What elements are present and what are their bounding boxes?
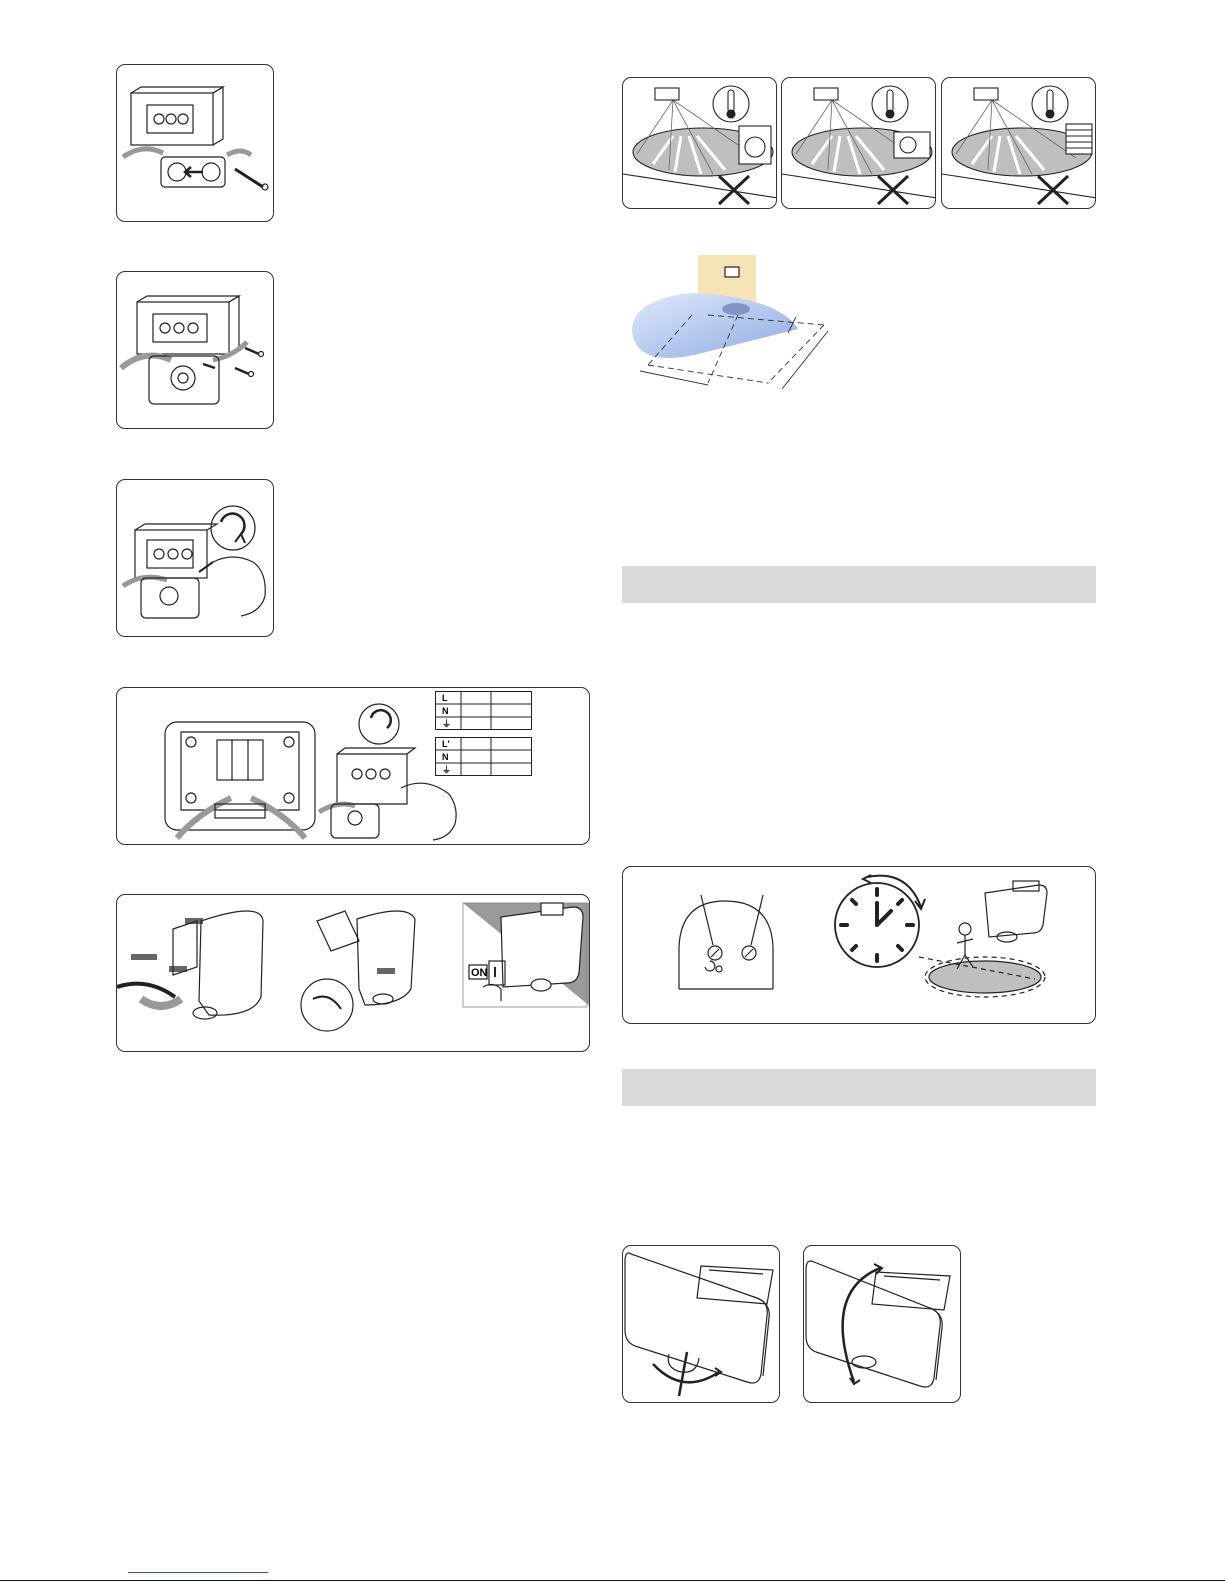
settings-timer-panel	[622, 866, 1096, 1024]
section-heading-bar-2	[622, 1069, 1096, 1106]
wiring-label-l: L	[442, 693, 448, 703]
switch-on-label: ON	[471, 967, 488, 979]
adjust-horizontal-panel	[622, 1245, 780, 1403]
wiring-label-earth-2: ⏚	[442, 765, 452, 775]
wiring-label-n: N	[442, 706, 449, 716]
wiring-label-earth: ⏚	[442, 719, 452, 729]
step-panel-mounting	[116, 894, 590, 1052]
washing-machine-interference-illustration	[623, 78, 777, 209]
footer-link-underline[interactable]	[128, 1572, 268, 1573]
wiring-label-n-2: N	[442, 752, 449, 762]
step-panel-screws	[116, 271, 274, 429]
tighten-illustration	[117, 480, 274, 637]
air-conditioner-interference-illustration	[782, 78, 936, 209]
wiring-table	[435, 691, 533, 779]
settings-timer-illustration	[623, 867, 1096, 1024]
interference-panel-washing-machine	[622, 77, 777, 209]
interference-panel-air-conditioner	[781, 77, 936, 209]
cable-gland-illustration	[117, 65, 274, 222]
heater-interference-illustration	[942, 78, 1096, 209]
footer-rule	[0, 1580, 1225, 1581]
section-heading-bar	[622, 566, 1096, 603]
horizontal-rotation-illustration	[623, 1246, 780, 1403]
step-panel-cable-gland	[116, 64, 274, 222]
wiring-label-l-prime: L'	[442, 739, 450, 749]
vertical-tilt-illustration	[804, 1246, 961, 1403]
step-panel-wiring	[116, 687, 590, 845]
interference-panel-heater	[941, 77, 1096, 209]
mounting-illustration	[117, 895, 590, 1052]
detection-area-diagram	[628, 255, 834, 391]
step-panel-tighten	[116, 479, 274, 637]
screws-illustration	[117, 272, 274, 429]
switch-on-scene	[463, 903, 590, 1007]
adjust-vertical-panel	[803, 1245, 961, 1403]
